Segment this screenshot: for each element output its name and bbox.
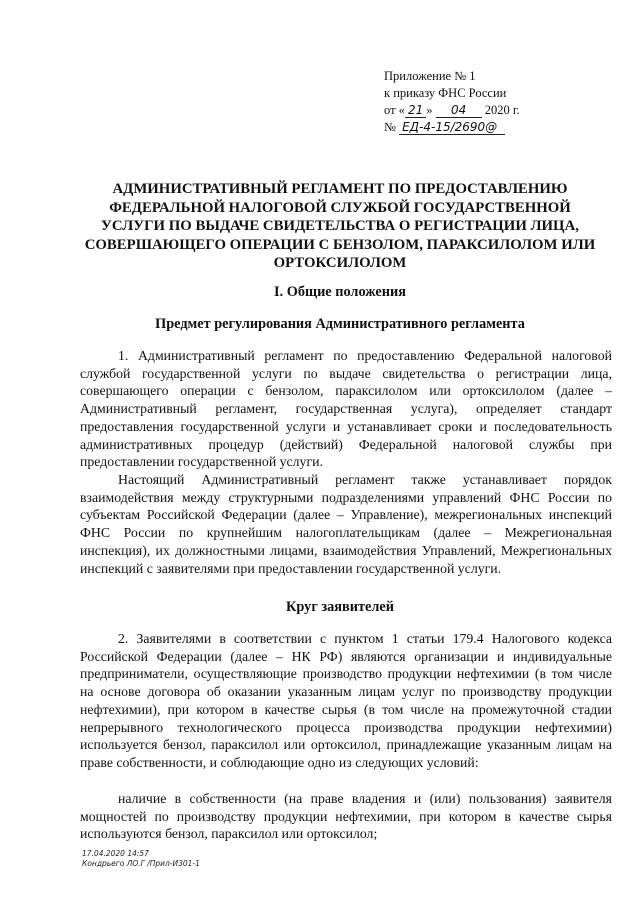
paragraph-1: 1. Административный регламент по предоставлению Федеральной налоговой службой государственной услуги по выдаче свидетельства о регистрации лица, совершающего операции с бензолом, параксилолом или ортоксилолом (далее – Административный регламент, государственная услуга), определяет стандарт предоставления государственной услуги и устанавливает сроки и последовательность административных процедур (действий) Федеральной налоговой службы при предоставлении государственной услуги. — [80, 348, 612, 470]
paragraph-4: наличие в собственности (на праве владения и (или) пользования) заявителя мощностей по производству продукции нефтехимии, при котором в качестве сырья используются бензол, параксилол или ортоксилол; — [80, 791, 612, 842]
date-year: 2020 г. — [484, 103, 520, 117]
date-prefix: от « — [384, 103, 405, 117]
number-handwritten: ЕД-4-15/2690@ — [399, 120, 505, 135]
date-month-handwritten: 04 — [436, 103, 482, 118]
date-day-handwritten: 21 — [405, 103, 426, 118]
section-heading-subject: Предмет регулирования Административного регламента — [155, 316, 525, 332]
appendix-order-ref: к приказу ФНС России — [384, 86, 507, 100]
appendix-title: Приложение № 1 — [384, 69, 476, 83]
appendix-block — [384, 68, 584, 136]
document-title: АДМИНИСТРАТИВНЫЙ РЕГЛАМЕНТ ПО ПРЕДОСТАВЛЕНИЮ ФЕДЕРАЛЬНОЙ НАЛОГОВОЙ СЛУЖБОЙ ГОСУДАРСТВЕННОЙ УСЛУГИ ПО ВЫДАЧЕ СВИДЕТЕЛЬСТВА О РЕГИСТРАЦИИ ЛИЦА, СОВЕРШАЮЩЕГО ОПЕРАЦИИ С БЕНЗОЛОМ, ПАРАКСИЛОЛОМ ИЛИ ОРТОКСИЛОЛОМ — [84, 181, 596, 271]
section-heading-general: I. Общие положения — [274, 284, 406, 300]
footer-meta — [82, 849, 200, 869]
appendix-date — [384, 102, 584, 119]
appendix-number — [384, 119, 584, 136]
paragraph-3: 2. Заявителями в соответствии с пунктом 1 статьи 179.4 Налогового кодекса Российской Федерации (далее – НК РФ) являются организации и индивидуальные предприниматели, осуществляющие производство продукции нефтехимии (в том числе на основе договора об оказании указанным лицам услуг по производству продукции нефтехимии), при котором в качестве сырья (в том числе на промежуточной стадии непрерывного технологического процесса производства продукции нефтехимии) используется бензол, параксилол или ортоксилол, принадлежащие указанным лицам на праве собственности, и соблюдающие одно из следующих условий: — [80, 631, 612, 770]
footer-timestamp: 17.04.2020 14:57 — [82, 849, 149, 858]
paragraph-2: Настоящий Административный регламент также устанавливает порядок взаимодействия между структурными подразделениями управлений ФНС России по субъектам Российской Федерации (далее – Управление), межрегиональных инспекций ФНС России по крупнейшим налогоплательщикам (далее – Межрегиональная инспекция), их должностными лицами, взаимодействия Управлений, Межрегиональных инспекций с заявителями при предоставлении государственной услуги. — [80, 472, 612, 576]
footer-file-ref: Кондрьего ЛО.Г /Прил-И301-1 — [82, 859, 200, 868]
date-mid: » — [426, 103, 433, 117]
section-heading-applicants: Круг заявителей — [286, 599, 394, 615]
number-prefix: № — [384, 120, 396, 134]
